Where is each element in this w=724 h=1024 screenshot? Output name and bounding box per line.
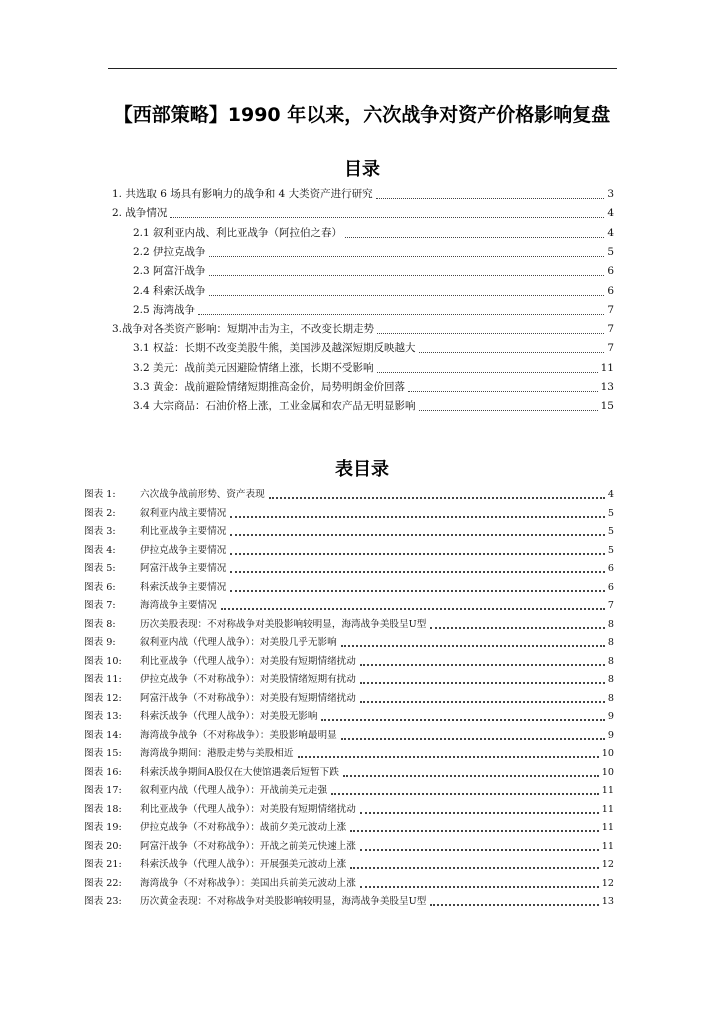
- figure-entry-label: 图表 3:: [84, 526, 116, 537]
- dot-leader: [209, 294, 605, 296]
- toc-entry-title: 2.3 阿富汗战争: [133, 265, 206, 278]
- toc-entry-title: 2.4 科索沃战争: [133, 284, 206, 297]
- figure-entry-title: 历次黄金表现：不对称战争对美股影响较明显，海湾战争美股呈U型: [140, 896, 427, 907]
- figure-entry[interactable]: [84, 895, 614, 909]
- figure-entry-page: 12: [601, 859, 614, 870]
- toc-entry-page: 5: [607, 245, 614, 258]
- figure-entry[interactable]: [84, 766, 614, 780]
- figure-entry[interactable]: [84, 581, 614, 595]
- figure-entry-label: 图表 9:: [84, 637, 116, 648]
- figure-entry-page: 9: [607, 711, 614, 722]
- figure-entry-page: 11: [601, 822, 614, 833]
- dot-leader: [360, 681, 605, 684]
- toc-entry-title: 2.2 伊拉克战争: [133, 245, 206, 258]
- toc-entry-page: 6: [607, 284, 614, 297]
- dot-leader: [269, 496, 605, 499]
- figure-entry-label: 图表 19:: [84, 822, 122, 833]
- dot-leader: [360, 885, 599, 888]
- document-title: 【西部策略】1990 年以来，六次战争对资产价格影响复盘: [113, 104, 611, 126]
- figure-entry-label: 图表 1:: [84, 489, 116, 500]
- figure-entry-label: 图表 22:: [84, 877, 122, 889]
- figure-entry[interactable]: [84, 858, 614, 872]
- figure-entry-page: 5: [607, 526, 614, 537]
- toc-entry-page: 4: [607, 207, 614, 220]
- dot-leader: [170, 216, 604, 218]
- figure-entry[interactable]: [84, 673, 614, 687]
- dot-leader: [360, 700, 605, 703]
- toc-entry-page: 13: [600, 381, 614, 393]
- toc-entry[interactable]: [133, 264, 614, 279]
- figure-entry-label: 图表 15:: [84, 748, 122, 759]
- dot-leader: [341, 737, 605, 740]
- figure-entry-title: 叙利亚内战主要情况: [140, 507, 227, 519]
- dot-leader: [430, 626, 605, 629]
- figure-entry-page: 8: [607, 674, 614, 685]
- figure-entry-title: 科索沃战争（代理人战争）：开展强美元波动上涨: [140, 859, 347, 870]
- figure-entry-label: 图表 8:: [84, 618, 116, 630]
- figure-entry-page: 10: [601, 766, 614, 778]
- figure-entry-label: 图表 17:: [84, 785, 122, 796]
- figure-entry-page: 4: [607, 489, 614, 500]
- figure-entry-page: 6: [607, 581, 614, 593]
- dot-leader: [345, 236, 604, 238]
- figure-entry-title: 阿富汗战争（不对称战争）：开战之前美元快速上涨: [140, 840, 356, 852]
- figure-entry[interactable]: [84, 599, 614, 613]
- toc-entry-title: 3.3 黄金：战前避险情绪短期推高金价，局势明朗金价回落: [133, 381, 406, 393]
- figure-entry-page: 11: [601, 803, 614, 815]
- toc-heading: 目录: [344, 159, 380, 180]
- figure-entry-title: 阿富汗战争（不对称战争）：对美股有短期情绪扰动: [140, 692, 356, 704]
- figure-entry-label: 图表 13:: [84, 711, 122, 722]
- toc-entry[interactable]: [133, 226, 614, 241]
- figure-entry-page: 9: [607, 729, 614, 741]
- toc-entry[interactable]: [133, 361, 614, 376]
- figure-entry-title: 海湾战争主要情况: [140, 600, 217, 611]
- dot-leader: [198, 313, 604, 315]
- figure-entry-page: 8: [607, 692, 614, 704]
- toc-entry-page: 4: [607, 226, 614, 239]
- dot-leader: [419, 409, 598, 411]
- dot-leader: [331, 792, 599, 795]
- toc-entry-page: 7: [607, 342, 614, 355]
- figure-entry[interactable]: [84, 507, 614, 521]
- figure-entry[interactable]: [84, 784, 614, 798]
- figure-entry-label: 图表 10:: [84, 655, 122, 667]
- toc-entry-page: 7: [607, 323, 614, 336]
- figure-entry[interactable]: [84, 692, 614, 706]
- dot-leader: [376, 197, 605, 199]
- dot-leader: [298, 755, 599, 758]
- toc-entry[interactable]: [112, 187, 614, 202]
- dot-leader: [230, 589, 605, 592]
- figure-entry-title: 科索沃战争期间A股仅在大使馆遇袭后短暂下跌: [140, 766, 339, 778]
- toc-entry-title: 3.战争对各类资产影响：短期冲击为主，不改变长期走势: [112, 323, 375, 336]
- figure-entry[interactable]: [84, 655, 614, 669]
- dot-leader: [350, 866, 599, 869]
- figure-entry-page: 7: [607, 600, 614, 611]
- dot-leader: [408, 390, 598, 392]
- figure-entry-page: 6: [607, 563, 614, 574]
- figure-entry[interactable]: [84, 544, 614, 558]
- figure-entry-label: 图表 21:: [84, 859, 122, 870]
- figure-entry-label: 图表 12:: [84, 692, 122, 704]
- dot-leader: [230, 533, 605, 536]
- figure-entry[interactable]: [84, 877, 614, 891]
- dot-leader: [377, 332, 604, 334]
- figure-entry[interactable]: [84, 803, 614, 817]
- figure-entry-title: 叙利亚内战（代理人战争）：对美股几乎无影响: [140, 637, 337, 648]
- dot-leader: [209, 274, 605, 276]
- figure-entry-title: 伊拉克战争（不对称战争）：战前夕美元波动上涨: [140, 822, 347, 833]
- figure-entry-title: 叙利亚内战（代理人战争）：开战前美元走强: [140, 785, 328, 796]
- figure-entry-title: 六次战争战前形势、资产表现: [140, 489, 265, 500]
- toc-entry-title: 2.1 叙利亚内战、利比亚战争（阿拉伯之春）: [133, 226, 343, 239]
- toc-entry[interactable]: [112, 206, 614, 221]
- figure-entry-page: 8: [607, 637, 614, 648]
- figure-entry-page: 8: [607, 655, 614, 667]
- figure-entry[interactable]: [84, 618, 614, 632]
- figure-entry-label: 图表 7:: [84, 600, 116, 611]
- figure-entry-page: 11: [601, 785, 614, 796]
- list-of-figures-heading: 表目录: [335, 459, 389, 480]
- header-rule: [108, 68, 617, 69]
- figure-entry-page: 10: [601, 748, 614, 759]
- figure-entry[interactable]: [84, 747, 614, 761]
- toc-entry-page: 6: [607, 265, 614, 278]
- figure-entry-title: 历次美股表现：不对称战争对美股影响较明显，海湾战争美股呈U型: [140, 618, 427, 630]
- figure-entry-label: 图表 2:: [84, 507, 116, 519]
- figure-entry-title: 利比亚战争主要情况: [140, 526, 227, 537]
- toc-entry-page: 7: [607, 303, 614, 316]
- figure-entry-label: 图表 14:: [84, 729, 122, 741]
- figure-entry-page: 13: [601, 896, 614, 907]
- figure-entry-label: 图表 11:: [84, 674, 122, 685]
- dot-leader: [209, 255, 605, 257]
- dot-leader: [230, 552, 605, 555]
- toc-entry[interactable]: [133, 284, 614, 299]
- figure-entry-title: 利比亚战争（代理人战争）：对美股有短期情绪扰动: [140, 655, 356, 667]
- dot-leader: [221, 607, 605, 610]
- figure-entry-page: 5: [607, 507, 614, 519]
- figure-entry-label: 图表 16:: [84, 766, 122, 778]
- figure-entry[interactable]: [84, 525, 614, 539]
- dot-leader: [360, 811, 599, 814]
- figure-entry-label: 图表 4:: [84, 544, 116, 556]
- dot-leader: [343, 774, 599, 777]
- dot-leader: [350, 829, 599, 832]
- figure-entry-label: 图表 5:: [84, 563, 116, 574]
- figure-entry-label: 图表 6:: [84, 581, 116, 593]
- toc-entry[interactable]: [133, 245, 614, 260]
- figure-entry-title: 海湾战争期间：港股走势与美股相近: [140, 748, 294, 759]
- dot-leader: [419, 351, 605, 353]
- toc-entry[interactable]: [112, 322, 614, 337]
- toc-entry-title: 3.4 大宗商品：石油价格上涨，工业金属和农产品无明显影响: [133, 400, 416, 413]
- dot-leader: [341, 644, 605, 647]
- toc-entry-title: 3.2 美元：战前美元因避险情绪上涨，长期不受影响: [133, 361, 374, 374]
- figure-entry-page: 12: [601, 877, 614, 889]
- figure-entry[interactable]: [84, 821, 614, 835]
- toc-entry-page: 3: [607, 188, 614, 200]
- figure-entry-title: 伊拉克战争（不对称战争）：对美股情绪短期有扰动: [140, 674, 356, 685]
- dot-leader: [360, 663, 605, 666]
- toc-entry[interactable]: [133, 399, 614, 414]
- toc-entry-title: 1. 共选取 6 场具有影响力的战争和 4 大类资产进行研究: [112, 188, 373, 200]
- figure-entry-label: 图表 20:: [84, 840, 122, 852]
- toc-entry[interactable]: [133, 380, 614, 395]
- figure-entry-title: 伊拉克战争主要情况: [140, 544, 227, 556]
- dot-leader: [377, 371, 598, 373]
- figure-entry[interactable]: [84, 488, 614, 502]
- toc-entry-page: 15: [600, 400, 614, 413]
- figure-entry-label: 图表 18:: [84, 803, 122, 815]
- figure-entry[interactable]: [84, 729, 614, 743]
- dot-leader: [321, 718, 604, 721]
- figure-entry-title: 海湾战争（不对称战争）：美国出兵前美元波动上涨: [140, 877, 356, 889]
- figure-entry-page: 11: [601, 840, 614, 852]
- figure-entry[interactable]: [84, 636, 614, 650]
- figure-entry-title: 科索沃战争（代理人战争）：对美股无影响: [140, 711, 318, 722]
- toc-entry-title: 3.1 权益：长期不改变美股牛熊，美国涉及越深短期反映越大: [133, 342, 416, 355]
- figure-entry-title: 利比亚战争（代理人战争）：对美股有短期情绪扰动: [140, 803, 356, 815]
- figure-entry[interactable]: [84, 562, 614, 576]
- figure-entry-title: 阿富汗战争主要情况: [140, 563, 227, 574]
- dot-leader: [430, 903, 598, 906]
- toc-entry-title: 2. 战争情况: [112, 207, 168, 220]
- figure-entry[interactable]: [84, 840, 614, 854]
- dot-leader: [360, 848, 599, 851]
- figure-entry[interactable]: [84, 710, 614, 724]
- figure-entry-title: 海湾战争战争（不对称战争）：美股影响最明显: [140, 729, 337, 741]
- figure-entry-title: 科索沃战争主要情况: [140, 581, 227, 593]
- figure-entry-page: 8: [607, 618, 614, 630]
- figure-entry-label: 图表 23:: [84, 896, 122, 907]
- figure-entry-page: 5: [607, 544, 614, 556]
- toc-entry[interactable]: [133, 341, 614, 356]
- dot-leader: [230, 515, 605, 518]
- dot-leader: [230, 570, 605, 573]
- toc-entry[interactable]: [133, 303, 614, 318]
- toc-entry-title: 2.5 海湾战争: [133, 303, 196, 316]
- toc-entry-page: 11: [600, 361, 614, 374]
